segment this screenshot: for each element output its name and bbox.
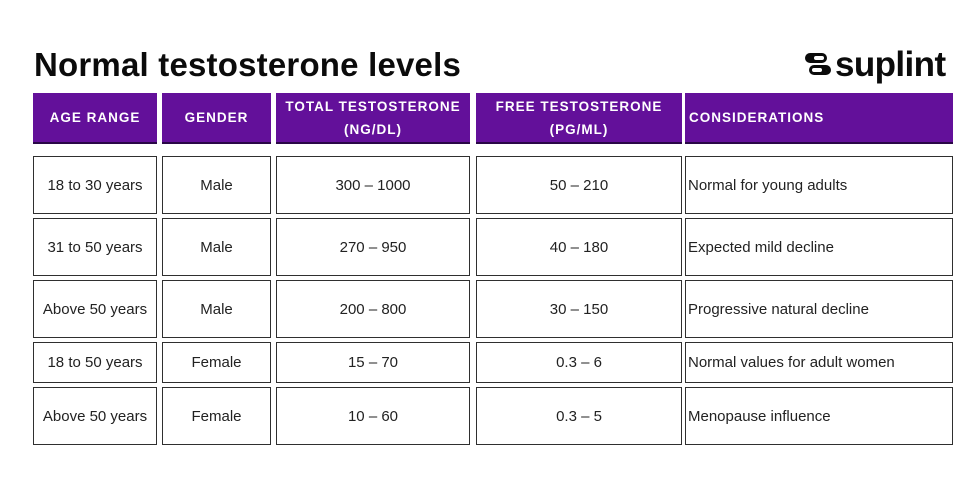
table-cell-total-testosterone: 270 – 950 [276,218,470,276]
table-cell-free-testosterone: 30 – 150 [476,280,682,338]
page-title: Normal testosterone levels [34,46,462,83]
table-cell-free-testosterone: 0.3 – 6 [476,342,682,383]
table-cell-free-testosterone: 50 – 210 [476,156,682,214]
header-age-range: AGE RANGE [33,93,157,144]
table-cell-total-testosterone: 200 – 800 [276,280,470,338]
header-free-testosterone: FREE TESTOSTERONE (PG/ML) [476,93,682,144]
table-cell-considerations: Progressive natural decline [685,280,953,338]
table-cell-considerations: Normal values for adult women [685,342,953,383]
table-cell-gender: Male [162,218,271,276]
brand-name: suplint [835,44,946,84]
header-gender: GENDER [162,93,271,144]
table-cell-considerations: Expected mild decline [685,218,953,276]
table-cell-total-testosterone: 15 – 70 [276,342,470,383]
table-cell-total-testosterone: 10 – 60 [276,387,470,445]
table-cell-gender: Male [162,156,271,214]
table-cell-considerations: Normal for young adults [685,156,953,214]
table-cell-gender: Female [162,342,271,383]
table-cell-gender: Female [162,387,271,445]
table-cell-free-testosterone: 40 – 180 [476,218,682,276]
table-cell-age-range: Above 50 years [33,387,157,445]
table-cell-age-range: 18 to 50 years [33,342,157,383]
table-cell-age-range: Above 50 years [33,280,157,338]
table-cell-free-testosterone: 0.3 – 5 [476,387,682,445]
table-cell-age-range: 31 to 50 years [33,218,157,276]
brand-logo [805,42,946,86]
table-cell-considerations: Menopause influence [685,387,953,445]
table-cell-age-range: 18 to 30 years [33,156,157,214]
table-cell-gender: Male [162,280,271,338]
header-considerations: CONSIDERATIONS [685,93,953,144]
table-cell-total-testosterone: 300 – 1000 [276,156,470,214]
header-total-testosterone: TOTAL TESTOSTERONE (NG/DL) [276,93,470,144]
suplint-logo-icon [805,51,831,77]
